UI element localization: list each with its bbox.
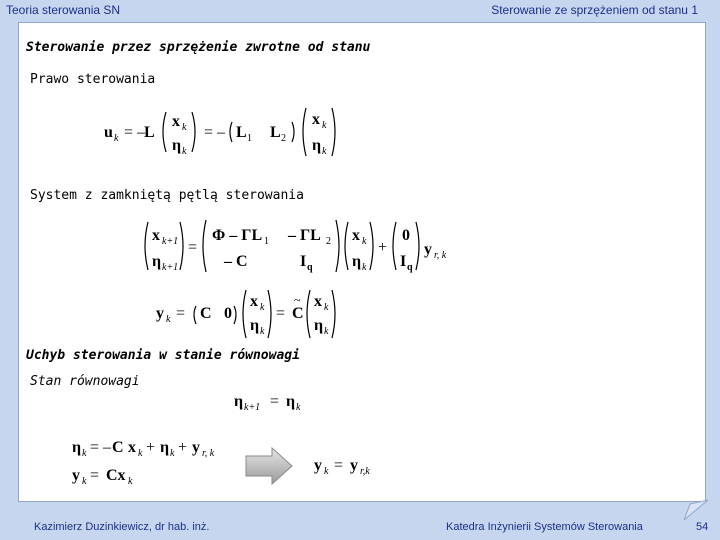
svg-text:η: η [72,439,82,456]
svg-text:2: 2 [326,236,331,247]
svg-text:=: = [188,239,198,256]
svg-text:k: k [324,326,329,337]
svg-text:= –: = – [90,439,112,456]
svg-text:η: η [352,253,362,270]
svg-text:x: x [128,439,136,456]
svg-text:k: k [322,120,327,131]
svg-text:I: I [400,253,407,270]
svg-text:+: + [178,439,188,456]
header-left-text: Teoria sterowania SN [6,3,121,17]
svg-text:Φ – ΓL: Φ – ΓL [212,227,263,244]
svg-text:k: k [170,448,175,459]
svg-text:y: y [192,439,200,456]
svg-text:+: + [378,239,388,256]
svg-text:k: k [322,146,327,157]
svg-text:k+1: k+1 [162,262,179,273]
header-right-text: Sterowanie ze sprzężeniem od stanu 1 [491,3,698,17]
footer-department: Katedra Inżynierii Systemów Sterowania [446,521,643,533]
svg-text:=: = [334,457,344,474]
page-number: 54 [696,521,709,533]
svg-text:η: η [152,253,162,270]
svg-text:y: y [156,305,164,322]
svg-text:r, k: r, k [434,250,447,261]
svg-text:= –: = – [204,124,226,141]
svg-text:0: 0 [402,227,410,244]
svg-text:k: k [82,476,87,487]
svg-text:I: I [300,253,307,270]
svg-text:k+1: k+1 [162,236,179,247]
svg-text:=: = [90,467,100,484]
svg-text:η: η [160,439,170,456]
svg-text:~: ~ [294,293,301,307]
footer-author: Kazimierz Duzinkiewicz, dr hab. inż. [34,521,210,533]
svg-text:x: x [250,293,258,310]
svg-text:+: + [146,439,156,456]
svg-text:η: η [172,137,182,154]
closed-loop-label: System z zamkniętą pętlą sterowania [30,188,304,203]
svg-text:k: k [324,466,329,477]
svg-text:2: 2 [281,133,286,144]
svg-text:L: L [270,124,281,141]
svg-text:x: x [172,113,180,130]
svg-text:C: C [200,305,212,322]
svg-text:k: k [138,448,143,459]
svg-text:k: k [296,402,301,413]
control-law-label: Prawo sterowania [30,72,156,87]
steady-state-equations [66,434,236,488]
svg-text:k: k [182,122,187,133]
svg-text:q: q [407,262,413,273]
svg-text:η: η [312,137,322,154]
implication-arrow-icon [244,446,294,486]
svg-text:r, k: r, k [202,448,215,459]
closed-loop-output-equation [150,286,370,340]
svg-text:– ΓL: – ΓL [288,227,321,244]
svg-text:u: u [104,124,113,141]
svg-text:=: = [270,393,280,410]
svg-text:=: = [276,305,286,322]
closed-loop-state-equation [140,216,460,276]
equilibrium-label: Stan równowagi [30,374,140,389]
svg-text:η: η [286,393,296,410]
svg-text:C: C [112,439,124,456]
svg-text:C: C [292,305,304,322]
svg-text:y: y [424,241,432,258]
svg-text:y: y [314,457,322,474]
svg-text:= –: = – [124,124,146,141]
slide-title: Sterowanie przez sprzężenie zwrotne od stanu [26,40,371,55]
svg-text:– C: – C [224,253,248,270]
svg-text:x: x [352,227,360,244]
svg-text:q: q [307,262,313,273]
svg-text:k: k [260,302,265,313]
svg-text:η: η [250,317,260,334]
svg-text:L: L [236,124,247,141]
svg-text:x: x [314,293,322,310]
svg-text:k: k [324,302,329,313]
steady-state-error-heading: Uchyb sterowania w stanie równowagi [26,348,300,363]
svg-text:k: k [362,236,367,247]
svg-text:x: x [152,227,160,244]
svg-text:Cx: Cx [106,467,126,484]
svg-text:y: y [350,457,358,474]
svg-text:k: k [114,133,119,144]
svg-text:L: L [144,124,155,141]
svg-text:1: 1 [247,133,252,144]
svg-text:k: k [260,326,265,337]
svg-text:k: k [128,476,133,487]
result-equation [310,452,400,480]
svg-text:k: k [82,448,87,459]
svg-text:η: η [234,393,244,410]
svg-text:k: k [182,146,187,157]
page-fold-icon [684,498,710,522]
equilibrium-equation [232,388,322,416]
svg-text:k: k [166,314,171,325]
svg-text:0: 0 [224,305,232,322]
svg-text:k+1: k+1 [244,402,261,413]
control-law-equation [100,104,360,160]
svg-text:y: y [72,467,80,484]
svg-text:r,k: r,k [360,466,370,477]
svg-text:η: η [314,317,324,334]
svg-text:k: k [362,262,367,273]
svg-text:x: x [312,111,320,128]
svg-text:=: = [176,305,186,322]
svg-text:1: 1 [264,236,269,247]
